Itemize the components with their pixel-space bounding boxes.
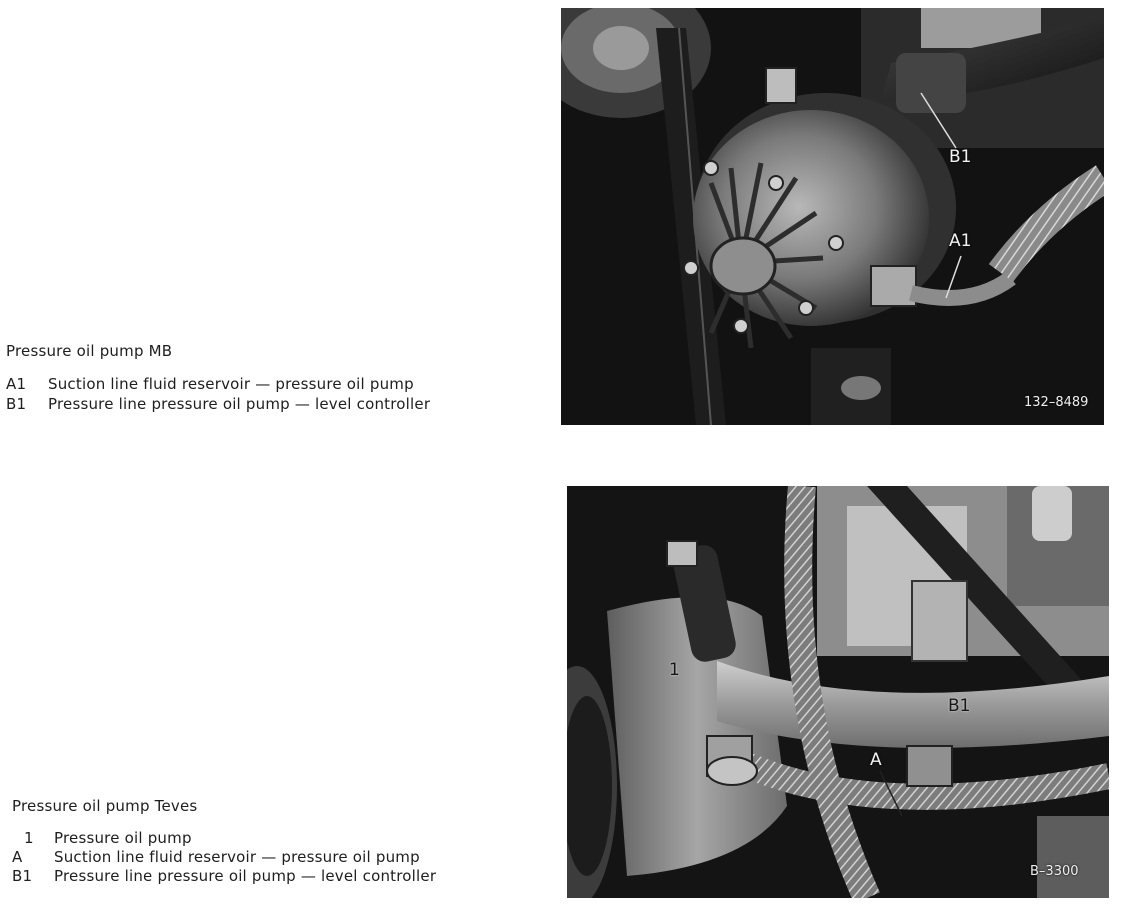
- legend-key: B1: [6, 395, 27, 413]
- legend-text: Suction line fluid reservoir — pressure oil pump: [54, 848, 420, 866]
- photo-pump-teves: [567, 486, 1109, 898]
- caption-teves: [12, 796, 436, 886]
- legend-key: A1: [6, 375, 27, 393]
- legend-text: Pressure oil pump: [54, 829, 192, 847]
- legend-item: [6, 394, 430, 414]
- engine-photo-teves: [567, 486, 1109, 898]
- legend-text: Suction line fluid reservoir — pressure oil pump: [48, 375, 414, 393]
- legend-item: [12, 867, 436, 886]
- legend-key: 1: [24, 829, 34, 847]
- caption-mb: [6, 341, 430, 414]
- figure-number: B–3300: [1030, 864, 1079, 879]
- legend-text: Pressure line pressure oil pump — level controller: [48, 395, 431, 413]
- label-b1: B1: [948, 696, 971, 716]
- engine-photo-mb: [561, 8, 1104, 425]
- caption-title: Pressure oil pump MB: [6, 342, 173, 360]
- legend-item: [12, 829, 436, 848]
- legend-key: B1: [12, 867, 33, 885]
- label-a1: A1: [949, 231, 972, 251]
- photo-pump-mb: [561, 8, 1104, 425]
- label-1: 1: [669, 660, 680, 680]
- legend-item: [6, 374, 430, 394]
- figure-number: 132–8489: [1024, 395, 1089, 410]
- legend-text: Pressure line pressure oil pump — level controller: [54, 867, 437, 885]
- label-b1: B1: [949, 147, 972, 167]
- legend-item: [12, 848, 436, 867]
- legend-key: A: [12, 848, 23, 866]
- label-a: A: [870, 750, 882, 770]
- caption-title: Pressure oil pump Teves: [12, 797, 198, 815]
